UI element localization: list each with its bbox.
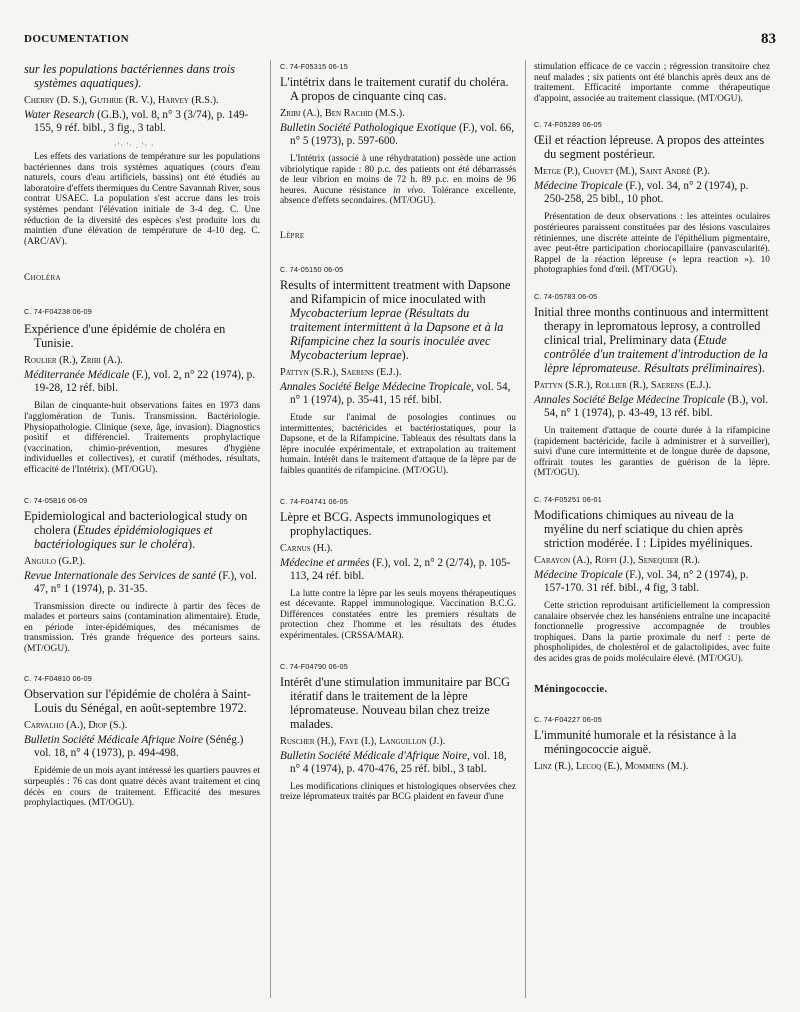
- running-head: DOCUMENTATION: [24, 33, 130, 45]
- entry-reference: C. 74-F04810 06-09: [24, 674, 92, 684]
- entry-title: sur les populations bactériennes dans trois systèmes aquatiques).: [24, 62, 235, 90]
- section-heading: Méningococcie.: [534, 684, 608, 696]
- column-3: [534, 62, 770, 785]
- entry-reference: C. 74-F05315 06-15: [280, 62, 348, 71]
- entry-authors: Pattyn (S.R.), Saerens (E.J.).: [280, 366, 402, 378]
- entry-title: Intérêt d'une stimulation immunitaire par BCG itératif dans le traitement de la lèpre lépromateuse. Nouveau bilan chez treize malades.: [280, 674, 511, 731]
- bibliographic-entry: [280, 662, 516, 803]
- entry-title: Lèpre et BCG. Aspects immunologiques et prophylactiques.: [280, 509, 492, 538]
- entry-continued: [534, 62, 770, 104]
- column-divider: [525, 60, 526, 998]
- column-1: [24, 62, 260, 821]
- title-french: Etudes épidémiologiques et bactériologiques sur le choléra: [34, 522, 213, 551]
- entry-summary: Les effets des variations de température sur les populations bactériennes dans trois systèmes aquatiques (cours d'eau naturels, cours d'eau artificiels, bassins) ont été étudiés au laboratoire d'effets thermiques du Centre Savannah River, sous contrat USAEC. La population s'est accrue dans les trois systèmes pendant l'élévation initiale de 3-4 deg. C. Une réduction de la diversité des espèces s'est produite lors du maintien d'une élévation de température de 4-10 deg. C. (ARC/AV).: [24, 152, 260, 247]
- section-heading: Choléra: [24, 273, 61, 284]
- entry-summary: Cette striction reproduisant artificiellement la compression canalaire observée chez les hanséniens entraîne une incapacité fonctionnelle progressive accompagnée de troubles trophiques. Dans la partie proximale du nerf : perte de phospholipides, de cholestérol et de galactolipides, avec fuite des acides gras de poids moléculaire élevé. (MT/OGU).: [534, 600, 770, 664]
- entry-source: [280, 122, 516, 148]
- title-end: ).: [401, 347, 409, 362]
- column-divider: [270, 60, 271, 998]
- entry-source: [24, 570, 260, 596]
- bibliographic-entry: [280, 497, 516, 642]
- journal-details: (Sénég.) vol. 18, n° 4 (1973), p. 494-498.: [34, 734, 244, 760]
- journal-details: (F.), vol. 2, n° 22 (1974), p. 19-28, 12 réf. bibl.: [34, 369, 256, 395]
- print-artifact: ·'· '· . '· ·: [114, 141, 155, 150]
- journal-name: Médecine Tropicale: [534, 568, 623, 581]
- entry-title: [534, 305, 770, 375]
- page-number: 83: [761, 31, 776, 47]
- bibliographic-entry: [280, 62, 516, 207]
- title-english: Initial three months continuous and intermittent therapy in lepromatous leprosy, a controlled clinical trial, Preliminary data (: [534, 304, 769, 347]
- entry-source: [534, 569, 770, 595]
- page-header: [24, 31, 776, 51]
- entry-title: L'intétrix dans le traitement curatif du choléra. A propos de cinquante cinq cas.: [280, 75, 509, 103]
- bibliographic-entry: [24, 674, 260, 808]
- journal-details: (F.), vol. 66, n° 5 (1973), p. 597-600.: [290, 122, 514, 147]
- entry-summary: Un traitement d'attaque de courte durée à la rifampicine (rapidement bactéricide, facile à administrer et à surveiller), suivi d'une cure intermittente et de longue durée de dapsone, offrirait toutes les garanties de guérison de la lèpre. (MT/OGU).: [534, 425, 770, 479]
- entry-source: [534, 180, 770, 206]
- entry-summary: Epidémie de un mois ayant intéressé les quartiers pauvres et surpeuplés : 76 cas dont quatre décès avant traitement et cinq décès en cours de traitement. Efficacité des mesures prophylactiques. (MT/OGU).: [24, 766, 260, 809]
- entry-title: Œil et réaction lépreuse. A propos des atteintes du segment postérieur.: [534, 133, 765, 162]
- title-end: ).: [188, 536, 196, 551]
- journal-name: Bulletin Société Médicale d'Afrique Noire: [280, 749, 468, 762]
- entry-summary: [280, 154, 516, 207]
- entry-authors: Zribi (A.), Ben Rachid (M.S.).: [280, 108, 405, 119]
- title-french: Mycobacterium leprae (Résultats du traitement intermittent à la Dapsone et à la Rifampicine chez la souris inoculée avec Mycobacterium leprae: [290, 305, 504, 362]
- journal-details: (F.), vol. 34, n° 2 (1974), p. 157-170. 31 réf. bibl., 4 fig, 3 tabl.: [544, 568, 749, 594]
- title-french: Etude contrôlée d'un traitement d'introduction de la lèpre lépromateuse. Résultats préliminaires: [544, 332, 768, 375]
- journal-details: , vol. 54, n° 1 (1974), p. 35-41, 15 réf. bibl.: [290, 380, 511, 406]
- entry-summary: Bilan de cinquante-huit observations faites en 1973 dans l'agglomération de Tunis. Transmission. Bactériologie. Physiopathologie. Clinique (sexe, âge, invasion). Diagnostics positif et différenciel. Traitements prophylactique (vaccination, chimio-prévention, mesures d'hygiène individuelles et collectives), et curatif (méthodes, résultats, efficacité de l'Intétrix). (MT/OGU).: [24, 401, 260, 475]
- entry-reference: C. 74-F04238 06-09: [24, 307, 92, 317]
- bibliographic-entry: [24, 307, 260, 475]
- entry-authors: Linz (R.), Lecoq (E.), Mommens (M.).: [534, 761, 689, 773]
- entry-source: [280, 557, 516, 583]
- journal-name: Méditerranée Médicale: [24, 369, 130, 382]
- entry-title: Observation sur l'épidémie de choléra à Saint-Louis du Sénégal, en août-septembre 1972.: [24, 687, 251, 716]
- journal-name: Annales Société Belge Médecine Tropicale: [534, 393, 725, 406]
- entry-reference: C. 74-F05251 06-01: [534, 494, 602, 504]
- entry-authors: Pattyn (S.R.), Rollier (R.), Saerens (E.J.).: [534, 379, 712, 391]
- entry-summary: Etude sur l'animal de posologies continues ou intermittentes, bactéricides et bactériostatiques, pour la Dapsone, et de la Rifampicine. Tableaux des résultats dans la lèpre inoculée expérimentale, et extrapolation au traitement humain. Intérêt dans le traitement d'attaque de la lèpre par de faibles quantités de rifampicine. (MT/OGU).: [280, 412, 516, 476]
- entry-continued: [24, 62, 260, 247]
- bibliographic-entry: [534, 495, 770, 665]
- entry-reference: C. 74-F04227 06-05: [534, 715, 602, 725]
- column-2: [280, 62, 516, 815]
- title-end: ).: [757, 360, 765, 375]
- bibliographic-entry: [280, 265, 516, 477]
- entry-authors: Carnus (H.).: [280, 542, 333, 554]
- entry-reference: C. 74-05783 06-05: [534, 291, 598, 301]
- journal-details: (F.), vol. 34, n° 2 (1974), p. 250-258, 25 bibl., 10 phot.: [544, 180, 749, 206]
- journal-name: Bulletin Société Médicale Afrique Noire: [24, 734, 203, 747]
- entry-title: Expérience d'une épidémie de choléra en Tunisie.: [24, 322, 226, 351]
- summary-text: L'Intétrix (associé à une réhydratation) possède une action vibriolytique rapide : 80 p.c. des patients ont été débarrassés de leur vibrion en moins de 72 h. 89 p.c. en moins de 96 heures. Aucune résistance: [280, 154, 516, 196]
- journal-name: Revue Internationale des Services de santé: [24, 569, 216, 582]
- journal-name: Médecine Tropicale: [534, 180, 623, 193]
- entry-title: Modifications chimiques au niveau de la myéline du nerf sciatique du chien après striction modérée. I : Lipides myéliniques.: [534, 507, 753, 550]
- entry-title: L'immunité humorale et la résistance à la méningococcie aiguë.: [534, 728, 737, 757]
- title-english: Epidemiological and bacteriological study on cholera (: [24, 508, 248, 537]
- entry-summary: Transmission directe ou indirecte à partir des fèces de malades et porteurs sains (contamination alimentaire). Etude, en période inter-épidémiques, des mécanismes de transmission. Très grande fréquence des porteurs sains. (MT/OGU).: [24, 601, 260, 654]
- journal-name: Annales Société Belge Médecine Tropicale: [280, 380, 471, 393]
- bibliographic-entry: [24, 496, 260, 655]
- entry-title: [280, 278, 516, 362]
- entry-source: [24, 734, 260, 760]
- journal-details: (F.), vol. 2, n° 2 (2/74), p. 105-113, 24 réf. bibl.: [290, 556, 511, 582]
- entry-authors: Carvalho (A.), Diop (S.).: [24, 720, 128, 732]
- entry-source: [280, 750, 516, 776]
- journal-name: Médecine et armées: [280, 556, 370, 569]
- entry-reference: C. 74-05150 06-05: [280, 264, 344, 274]
- journal-name: Bulletin Société Pathologique Exotique: [280, 122, 457, 134]
- entry-reference: C. 74-F04741 06-05: [280, 496, 348, 506]
- journal-details: (F.), vol. 47, n° 1 (1974), p. 31-35.: [34, 569, 257, 595]
- entry-authors: Ruscher (H.), Faye (I.), Languillon (J.).: [280, 735, 446, 747]
- entry-reference: C. 74-F05289 06-05: [534, 120, 602, 130]
- entry-reference: C. 74-F04790 06-05: [280, 661, 348, 671]
- entry-source: [24, 369, 260, 395]
- summary-latin: in vivo: [393, 185, 423, 196]
- entry-source: [24, 109, 260, 135]
- bibliographic-entry: [534, 715, 770, 773]
- entry-authors: Roulier (R.), Zribi (A.).: [24, 355, 123, 367]
- entry-summary: Présentation de deux observations : les atteintes oculaires postérieures paraissent constituées par des lésions vasculaires rétiniennes, une discrète atteinte de l'épithélium pigmentaire, avec peut-être participation choriocapillaire (panvascularité). Rappel de la réaction lépreuse (« lepra reaction »). 10 photographies fond d'œil. (MT/OGU).: [534, 212, 770, 276]
- entry-authors: Cherry (D. S.), Guthrie (R. V.), Harvey (R.S.).: [24, 95, 219, 106]
- journal-name: Water Research: [24, 109, 95, 121]
- bibliographic-entry: [534, 120, 770, 276]
- entry-source: [280, 381, 516, 407]
- summary-text-end: . Tolérance excellente, absence d'effets secondaires. (MT/OGU).: [280, 185, 516, 207]
- entry-summary: Les modifications cliniques et histologiques observées chez treize lépromateux traités par BCG plaident en faveur d'une: [280, 781, 516, 803]
- entry-source: [534, 394, 770, 420]
- entry-authors: Angulo (G.P.).: [24, 555, 86, 567]
- entry-reference: C. 74-05816 06-09: [24, 495, 88, 505]
- entry-authors: Metge (P.), Chovet (M.), Saint André (P.).: [534, 166, 710, 178]
- journal-details: (B.), vol. 54, n° 1 (1974), p. 43-49, 13 réf. bibl.: [544, 393, 769, 419]
- entry-summary: stimulation efficace de ce vaccin ; régression transitoire chez neuf malades ; six patients ont été blanchis après deux ans de traitement. Efficacité importante comme thérapeutique d'appoint, associée au traitement classique. (MT/OGU).: [534, 62, 770, 104]
- entry-title: [24, 509, 260, 551]
- journal-details: , vol. 18, n° 4 (1974), p. 470-476, 25 réf. bibl., 3 tabl.: [290, 749, 507, 775]
- entry-summary: La lutte contre la lèpre par les seuls moyens thérapeutiques est décevante. Rappel immunologique. Vaccination B.C.G. Différences constatées entre les premiers résultats de protection chez l'homme et les résultats des études expérimentales. (CRSSA/MAR).: [280, 588, 516, 641]
- bibliographic-entry: [534, 292, 770, 479]
- entry-authors: Carayon (A.), Roffi (J.), Senequier (R.).: [534, 554, 701, 566]
- section-heading: Lèpre: [280, 230, 305, 241]
- title-english: Results of intermittent treatment with Dapsone and Rifampicin of mice inoculated with: [280, 277, 511, 306]
- journal-details: (G.B.), vol. 8, n° 3 (3/74), p. 149-155, 9 réf. bibl., 3 fig., 3 tabl.: [34, 109, 249, 134]
